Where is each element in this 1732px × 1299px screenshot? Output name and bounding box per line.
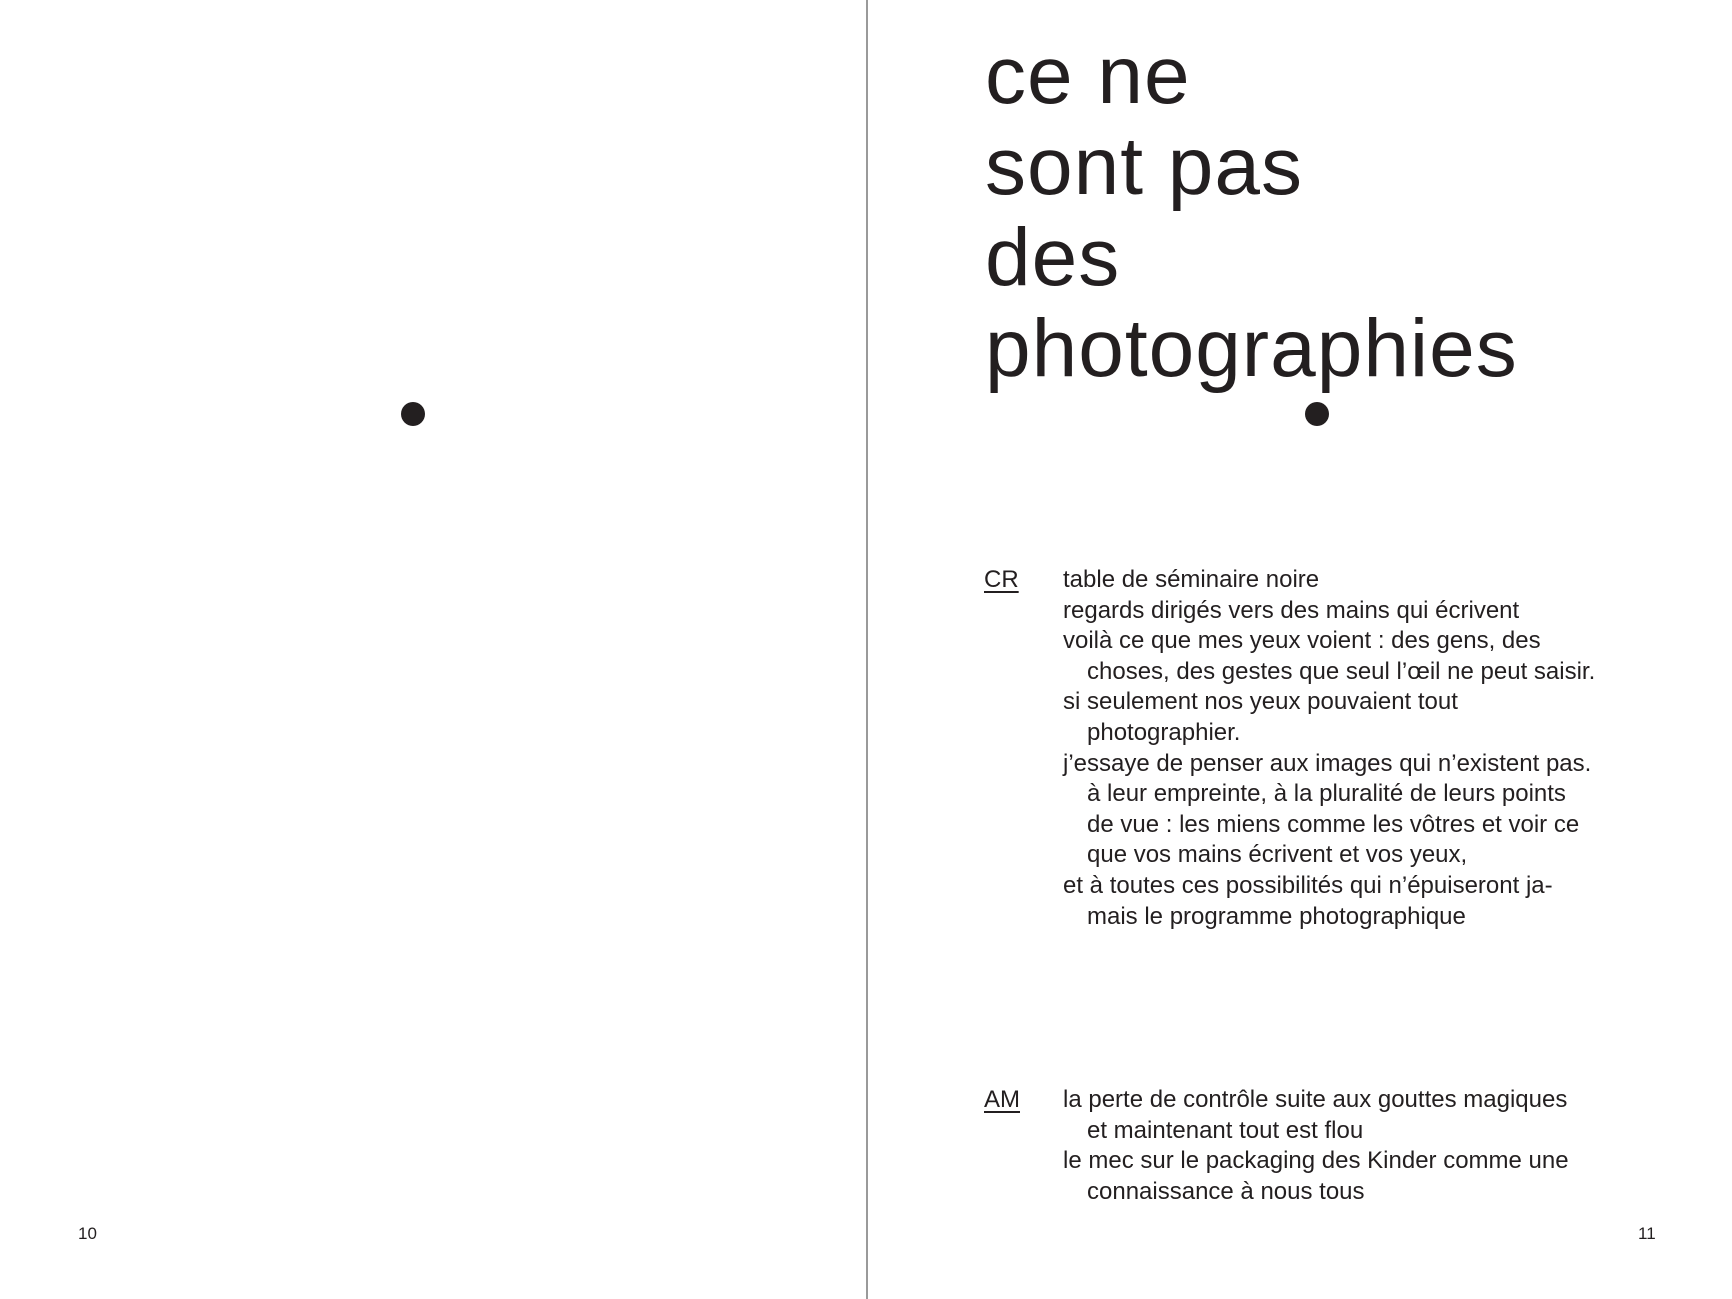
- text-line: si seulement nos yeux pouvaient tout: [1063, 688, 1458, 716]
- right-page-number: 11: [1638, 1224, 1656, 1243]
- title-line: sont pas: [985, 121, 1303, 212]
- text-line-continued: mais le programme photographique: [1087, 902, 1466, 930]
- text-line: le mec sur le packaging des Kinder comme une: [1063, 1147, 1569, 1175]
- entry-text: [1063, 1085, 1683, 1207]
- text-line-continued: choses, des gestes que seul l’œil ne peut saisir.: [1087, 657, 1596, 685]
- text-line: regards dirigés vers des mains qui écrivent: [1063, 596, 1520, 624]
- text-line: la perte de contrôle suite aux gouttes magiques: [1063, 1086, 1568, 1113]
- speaker-initials: AM: [984, 1086, 1020, 1113]
- entry-text: [1063, 565, 1683, 932]
- left-page-dot: [401, 402, 425, 426]
- title-line: ce ne: [985, 30, 1191, 121]
- text-line-continued: et maintenant tout est flou: [1087, 1116, 1364, 1144]
- left-page-number: 10: [78, 1224, 97, 1243]
- text-line-continued: photographier.: [1087, 718, 1241, 746]
- speaker-initials: CR: [984, 566, 1019, 593]
- text-line: table de séminaire noire: [1063, 566, 1320, 593]
- title-line: photographies: [985, 303, 1518, 394]
- text-line-continued: connaissance à nous tous: [1087, 1177, 1365, 1205]
- text-line-continued: à leur empreinte, à la pluralité de leurs points: [1087, 780, 1566, 808]
- text-line: et à toutes ces possibilités qui n’épuiseront ja-: [1063, 871, 1553, 899]
- text-line-continued: que vos mains écrivent et vos yeux,: [1087, 841, 1468, 869]
- page-title: [985, 30, 1705, 394]
- text-line: voilà ce que mes yeux voient : des gens, des: [1063, 627, 1541, 655]
- right-page-dot: [1305, 402, 1329, 426]
- title-line: des: [985, 212, 1121, 303]
- text-line: j’essaye de penser aux images qui n’existent pas.: [1063, 749, 1592, 777]
- text-line-continued: de vue : les miens comme les vôtres et voir ce: [1087, 810, 1580, 838]
- page-gutter-divider: [866, 0, 868, 1299]
